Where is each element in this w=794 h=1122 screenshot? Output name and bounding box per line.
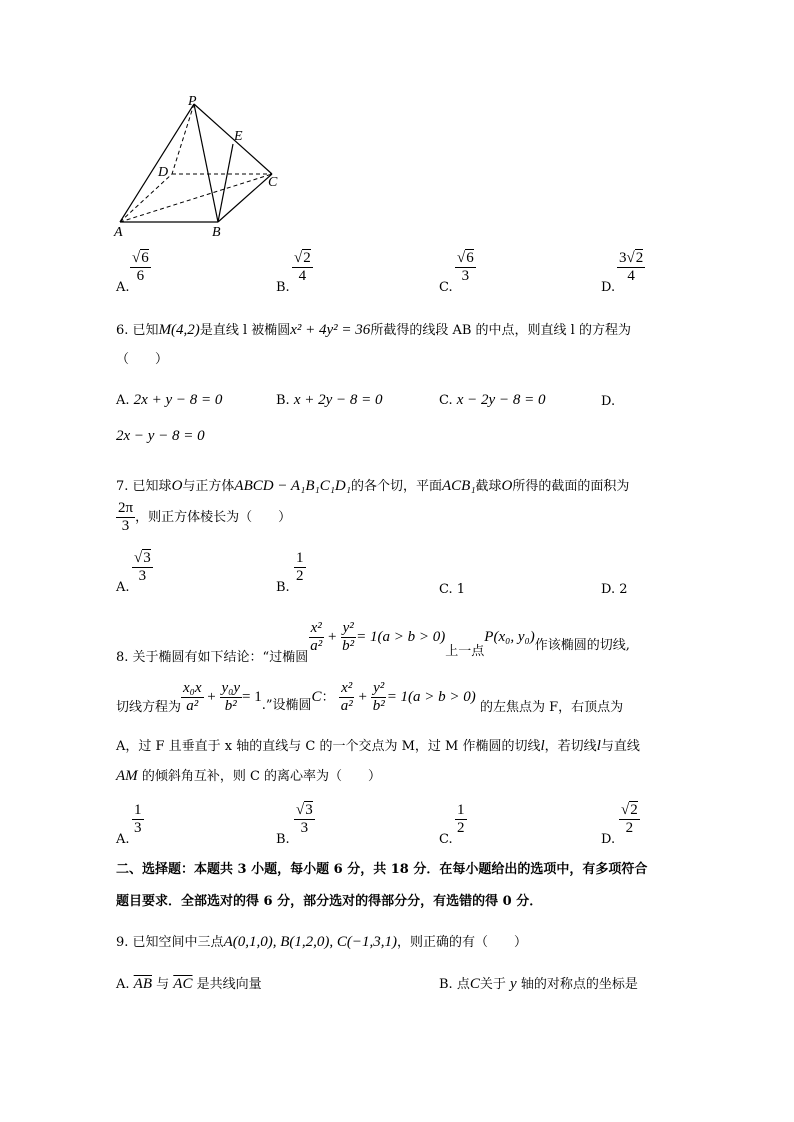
q6-option-c[interactable]: C. x − 2y − 8 = 0 xyxy=(439,392,546,408)
q9-stem: 9. 已知空间中三点A(0,1,0), B(1,2,0), C(−1,3,1)，则正确的有（ ） xyxy=(116,934,528,950)
q7-stem: 7. 已知球O与正方体ABCD − A₁B₁C₁D₁的各个切，平面ACB₁截球O所得的截面的面积为 xyxy=(116,478,630,494)
label-b: B xyxy=(212,225,221,240)
q9-option-b[interactable]: B. 点C关于 y 轴的对称点的坐标是 xyxy=(439,976,638,992)
label-e: E xyxy=(234,129,243,144)
q6-option-a[interactable]: A. 2x + y − 8 = 0 xyxy=(116,392,223,408)
q6-stem: 6. 已知M(4,2)是直线 l 被椭圆x² + 4y² = 36所截得的线段 AB 的中点，则直线 l 的方程为 xyxy=(116,322,631,338)
q7-option-c[interactable]: C. 1 xyxy=(439,582,466,597)
q6-option-d-letter[interactable]: D. xyxy=(601,394,616,409)
q6-option-b[interactable]: B. x + 2y − 8 = 0 xyxy=(276,392,383,408)
label-a: A xyxy=(114,225,123,240)
pyramid-figure xyxy=(108,92,298,242)
q8-stem-2: 切线方程为 $\frac{\text{x₀x}}{\text{a²}}$ + $\frac{\text{y₀y}}{\text{b²}}$ = 1.”设椭圆C： $\frac{\text{x²}}{\text{a²}}$ + $\frac{\text{y²}}{\text{b²}}$ = 1(a > b > 0) 的左焦点为 F，右顶点为 xyxy=(116,680,624,715)
q6-option-d[interactable]: 2x − y − 8 = 0 xyxy=(116,428,205,444)
q6-paren: （ ） xyxy=(116,352,169,367)
q7-option-d[interactable]: D. 2 xyxy=(601,582,628,597)
label-d: D xyxy=(158,165,169,180)
section-2-heading: 二、选择题：本题共 3 小题，每小题 6 分，共 18 分．在每小题给出的选项中，有多项符合 xyxy=(116,862,648,877)
q8-stem-3: A，过 F 且垂直于 x 轴的直线与 C 的一个交点为 M，过 M 作椭圆的切线l，若切线l与直线 xyxy=(116,738,640,754)
label-c: C xyxy=(268,175,278,190)
q7-stem-2: $\frac{2\pi}{3}$ ，则正方体棱长为（ ） xyxy=(118,500,292,534)
q9-option-a[interactable]: A. $\overline{AB}$ 与 $\overline{AC}$ 是共线向量 xyxy=(116,976,262,992)
q8-stem-4: AM 的倾斜角互补，则 C 的离心率为（ ） xyxy=(116,768,382,784)
q8-stem-1: 8. 关于椭圆有如下结论：“过椭圆 $\frac{\text{x²}}{\text{a²}}$ + $\frac{\text{y²}}{\text{b²}}$ = 1(a > b > 0)上一点P(x₀, y₀)作该椭圆的切线, xyxy=(116,620,630,665)
label-p: P xyxy=(188,94,197,109)
section-2-heading-2: 题目要求．全部选对的得 6 分，部分选对的得部分分，有选错的得 0 分． xyxy=(116,894,543,909)
